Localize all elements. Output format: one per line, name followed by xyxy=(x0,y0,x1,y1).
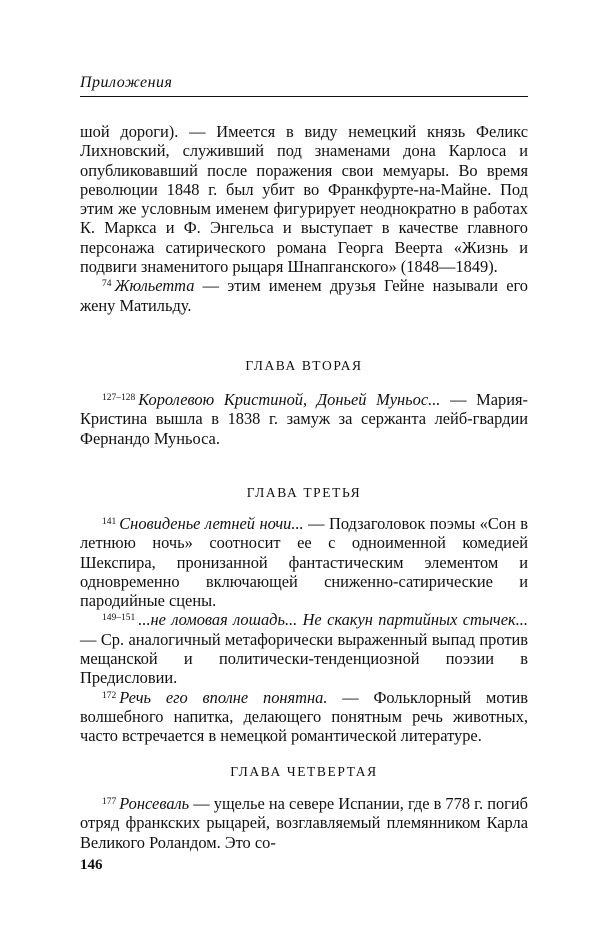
note-text: — Подзаголовок поэмы «Сон в летнюю ночь» соотносит ее с одноименной комедией Шекспира, пронизанной фантастическим элементом и одновременно включающей сниженно-сатирические и пародийные сцены. xyxy=(80,514,528,611)
line-reference: 177 xyxy=(102,797,117,807)
chapter-heading: ГЛАВА ТРЕТЬЯ xyxy=(246,485,362,500)
note-paragraph xyxy=(80,688,528,746)
note-paragraph xyxy=(80,122,528,276)
note-term: ...не ломовая лошадь... Не скакун партийных стычек... xyxy=(138,610,528,630)
note-term: Речь его вполне понятна. xyxy=(119,687,328,707)
note-text: — ущелье на севере Испании, где в 778 г. погиб отряд франкских рыцарей, возглавляемый племянником Карла Великого Роландом. Это со- xyxy=(80,794,528,852)
note-paragraph xyxy=(80,276,528,315)
chapter-heading: ГЛАВА ВТОРАЯ xyxy=(245,358,363,373)
notes-block-continuation xyxy=(80,122,528,315)
note-term: Ронсеваль xyxy=(119,794,190,813)
notes-block-chapter-4 xyxy=(80,794,528,852)
line-reference: 74 xyxy=(102,279,112,290)
note-paragraph xyxy=(80,390,528,448)
note-text: — Ср. аналогичный метафорически выраженный выпад против мещанской и политически-тенденциозной поэзии в Предисловии. xyxy=(80,629,528,688)
note-paragraph xyxy=(80,794,528,852)
line-reference: 172 xyxy=(102,690,117,701)
line-reference: 141 xyxy=(102,517,117,527)
note-paragraph xyxy=(80,610,528,687)
note-text: шой дороги). — Имеется в виду немецкий князь Феликс Лихновский, служивший под знаменами дона Карлоса и опубликовавший после поражения свои мемуары. Во время революции 1848 г. был убит во Франкфурте-на-Майне. Под этим же условным именем фигурирует неоднократно в работах К. Маркса и Ф. Энгельса и выступает в качестве главного персонажа сатирического романа Георга Веерта «Жизнь и подвиги знаменитого рыцаря Шнапганского» (1848—1849). xyxy=(80,122,528,277)
note-text: — этим именем друзья Гейне называли его жену Матильду. xyxy=(80,276,528,315)
note-text: — Фольклорный мотив волшебного напитка, делающего понятным речь животных, часто встречается в немецкой романтической литературе. xyxy=(80,687,528,746)
note-term: Жюльетта xyxy=(114,276,195,296)
page-number: 146 xyxy=(80,857,103,873)
notes-block-chapter-2 xyxy=(80,390,528,448)
note-term: Сновиденье летней ночи... xyxy=(119,514,304,533)
note-text: — Мария-Кристина вышла в 1838 г. замуж за сержанта лейб-гвардии Фернандо Муньоса. xyxy=(80,390,528,448)
chapter-heading: ГЛАВА ЧЕТВЕРТАЯ xyxy=(230,764,378,779)
line-reference: 149–151 xyxy=(102,613,136,624)
note-term: Королевою Кристиной, Доньей Муньос... xyxy=(138,390,441,409)
running-head: Приложения xyxy=(80,74,528,97)
notes-block-chapter-3 xyxy=(80,514,528,746)
note-paragraph xyxy=(80,514,528,610)
line-reference: 127–128 xyxy=(102,393,136,403)
